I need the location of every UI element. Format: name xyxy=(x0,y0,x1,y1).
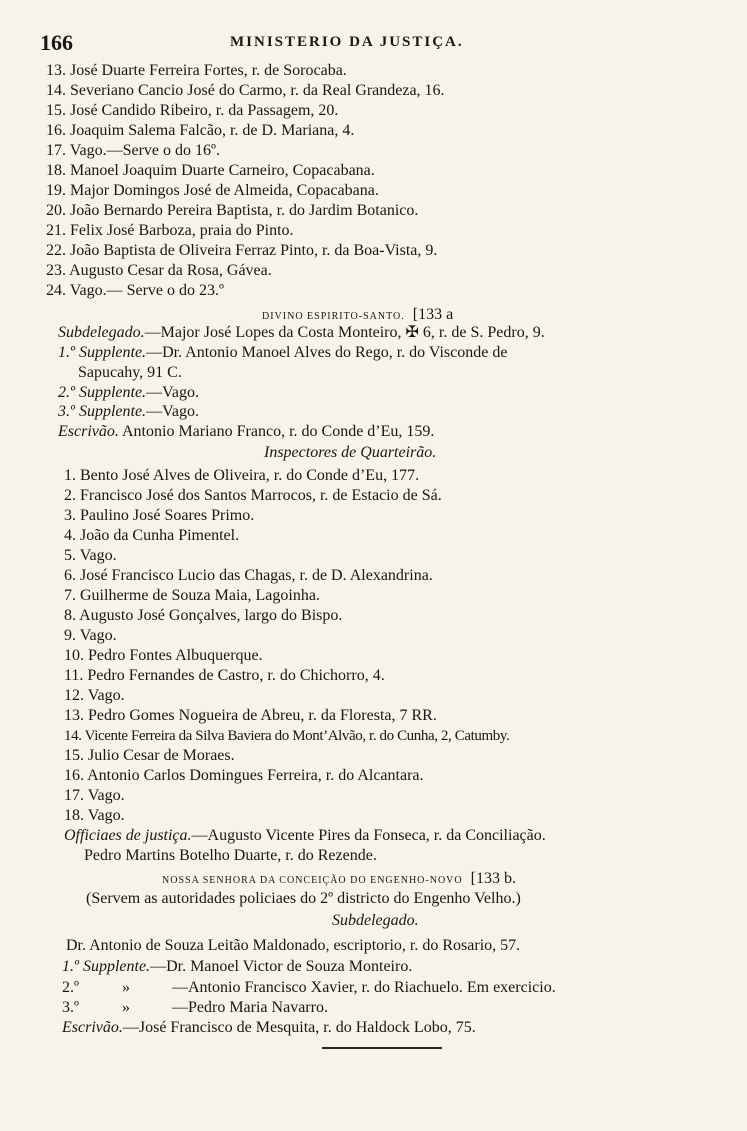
supplente-line: 1.º Supplente.—Dr. Manoel Victor de Souza Monteiro. xyxy=(62,958,413,975)
page-number: 166 xyxy=(40,30,73,55)
subdelegado-line: Dr. Antonio de Souza Leitão Maldonado, escriptorio, r. do Rosario, 57. xyxy=(66,937,521,954)
list-item: 21. Felix José Barboza, praia do Pinto. xyxy=(46,222,294,239)
list-item: 22. João Baptista de Oliveira Ferraz Pinto, r. da Boa-Vista, 9. xyxy=(46,242,438,259)
list-item: 5. Vago. xyxy=(64,547,117,564)
section-note: (Servem as autoridades policiaes do 2º districto do Engenho Velho.) xyxy=(86,890,521,907)
list-item: 18. Vago. xyxy=(64,807,125,824)
section-heading: NOSSA SENHORA DA CONCEIÇÃO DO ENGENHO-NOVO [133 b. xyxy=(162,870,516,887)
inspectores-heading: Inspectores de Quarteirão. xyxy=(264,444,437,461)
escrivao-line: Escrivão.—José Francisco de Mesquita, r. do Haldock Lobo, 75. xyxy=(62,1019,476,1036)
list-item: 12. Vago. xyxy=(64,687,125,704)
list-item: 6. José Francisco Lucio das Chagas, r. de D. Alexandrina. xyxy=(64,567,433,584)
supplente-line-cont: Sapucahy, 91 C. xyxy=(78,364,182,381)
list-item: 1. Bento José Alves de Oliveira, r. do Conde d’Eu, 177. xyxy=(64,467,420,484)
escrivao-line: Escrivão. Antonio Mariano Franco, r. do Conde d’Eu, 159. xyxy=(58,423,435,440)
list-item: 15. José Candido Ribeiro, r. da Passagem, 20. xyxy=(46,102,339,119)
list-item: 23. Augusto Cesar da Rosa, Gávea. xyxy=(46,262,272,279)
list-item: 19. Major Domingos José de Almeida, Copacabana. xyxy=(46,182,379,199)
list-item: 3. Paulino José Soares Primo. xyxy=(64,507,255,524)
section-heading: DIVINO ESPIRITO-SANTO. [133 a xyxy=(262,306,454,323)
officiaes-line: Officiaes de justiça.—Augusto Vicente Pires da Fonseca, r. da Conciliação. xyxy=(64,827,546,844)
supplente-line: 2.º » —Antonio Francisco Xavier, r. do Riachuelo. Em exercicio. xyxy=(62,979,556,996)
officiaes-line-cont: Pedro Martins Botelho Duarte, r. do Rezende. xyxy=(84,847,377,864)
list-item: 9. Vago. xyxy=(64,627,117,644)
supplente-line: 2.º Supplente.—Vago. xyxy=(58,384,199,401)
list-item: 17. Vago.—Serve o do 16º. xyxy=(46,142,220,159)
list-item: 18. Manoel Joaquim Duarte Carneiro, Copacabana. xyxy=(46,162,375,179)
list-item: 14. Vicente Ferreira da Silva Baviera do Mont’Alvão, r. do Cunha, 2, Catumby. xyxy=(64,728,510,744)
subdelegado-line: Subdelegado.—Major José Lopes da Costa Monteiro, ✠ 6, r. de S. Pedro, 9. xyxy=(58,324,545,341)
list-item: 8. Augusto José Gonçalves, largo do Bispo. xyxy=(64,607,343,624)
list-item: 16. Joaquim Salema Falcão, r. de D. Mariana, 4. xyxy=(46,122,355,139)
subdelegado-heading: Subdelegado. xyxy=(332,912,419,929)
running-title: MINISTERIO DA JUSTIÇA. xyxy=(230,34,464,50)
list-item: 14. Severiano Cancio José do Carmo, r. da Real Grandeza, 16. xyxy=(46,82,445,99)
page-header xyxy=(40,30,705,55)
supplente-line: 1.º Supplente.—Dr. Antonio Manoel Alves do Rego, r. do Visconde de xyxy=(58,344,508,361)
list-item: 10. Pedro Fontes Albuquerque. xyxy=(64,647,263,664)
list-item: 15. Julio Cesar de Moraes. xyxy=(64,747,235,764)
list-item: 16. Antonio Carlos Domingues Ferreira, r. do Alcantara. xyxy=(64,767,424,784)
list-item: 4. João da Cunha Pimentel. xyxy=(64,527,240,544)
end-rule xyxy=(322,1047,442,1049)
list-item: 2. Francisco José dos Santos Marrocos, r. de Estacio de Sá. xyxy=(64,487,442,504)
list-item: 17. Vago. xyxy=(64,787,125,804)
list-item: 24. Vago.— Serve o do 23.º xyxy=(46,282,224,299)
list-item: 13. José Duarte Ferreira Fortes, r. de Sorocaba. xyxy=(46,62,347,79)
list-item: 7. Guilherme de Souza Maia, Lagoinha. xyxy=(64,587,320,604)
supplente-line: 3.º » —Pedro Maria Navarro. xyxy=(62,999,328,1016)
list-item: 20. João Bernardo Pereira Baptista, r. do Jardim Botanico. xyxy=(46,202,419,219)
supplente-line: 3.º Supplente.—Vago. xyxy=(58,403,199,420)
list-item: 11. Pedro Fernandes de Castro, r. do Chichorro, 4. xyxy=(64,667,385,684)
list-item: 13. Pedro Gomes Nogueira de Abreu, r. da Floresta, 7 RR. xyxy=(64,707,437,724)
